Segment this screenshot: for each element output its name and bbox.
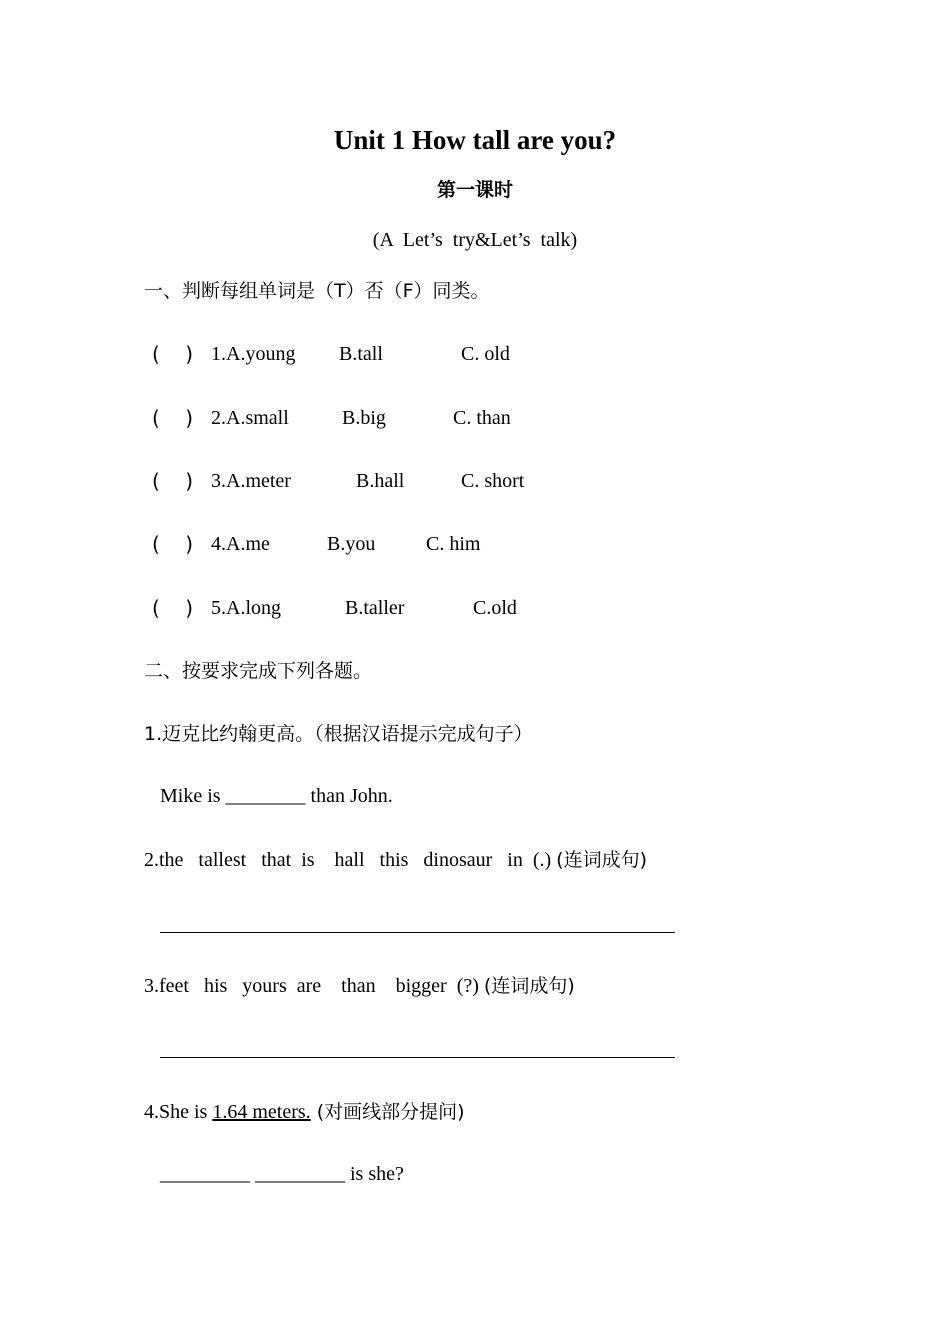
answer-bracket: ( ) <box>152 469 194 493</box>
answer-bracket: ( ) <box>152 532 194 556</box>
option-a: 5.A.long <box>211 597 281 619</box>
question-4-prefix: 4.She is <box>144 1101 213 1123</box>
option-b: B.big <box>342 407 386 429</box>
lesson-subtitle: 第一课时 <box>436 179 513 201</box>
section1-heading: 一、判断每组单词是（T）否（F）同类。 <box>144 280 490 302</box>
question-3-answer-blank[interactable] <box>160 1057 675 1058</box>
question-2-hint: (连词成句) <box>556 849 647 871</box>
question-4-underlined: 1.64 meters. <box>212 1101 311 1123</box>
lesson-part: (A Let’s try&Let’s talk) <box>372 229 578 251</box>
question-1-prompt: 1.迈克比约翰更高。（根据汉语提示完成句子） <box>144 723 533 745</box>
page-title: Unit 1 How tall are you? <box>333 125 617 155</box>
question-3-hint: (连词成句) <box>483 975 575 997</box>
question-4 <box>144 1098 465 1126</box>
option-c: C.old <box>473 597 517 619</box>
question-3 <box>144 972 575 1000</box>
option-a: 4.A.me <box>211 533 270 555</box>
answer-bracket: ( ) <box>152 342 194 366</box>
option-c: C. him <box>426 533 481 555</box>
option-b: B.taller <box>345 597 405 619</box>
question-4-answer-line: _________ _________ is she? <box>160 1163 404 1185</box>
option-b: B.you <box>327 533 376 555</box>
option-b: B.hall <box>356 470 405 492</box>
question-3-words: 3.feet his yours are than bigger (?) <box>144 975 484 997</box>
option-a: 1.A.young <box>211 343 296 365</box>
question-2-words: 2.the tallest that is hall this dinosaur in (.) <box>144 849 557 871</box>
option-a: 2.A.small <box>211 407 289 429</box>
option-c: C. old <box>461 343 510 365</box>
answer-bracket: ( ) <box>152 596 194 620</box>
option-a: 3.A.meter <box>211 470 291 492</box>
section2-heading: 二、按要求完成下列各题。 <box>144 660 373 682</box>
question-2-answer-blank[interactable] <box>160 932 675 933</box>
answer-bracket: ( ) <box>152 406 194 430</box>
option-b: B.tall <box>339 343 383 365</box>
question-4-hint: (对画线部分提问) <box>310 1101 465 1123</box>
question-1-answer-line: Mike is ________ than John. <box>160 785 393 807</box>
option-c: C. than <box>453 407 511 429</box>
question-2 <box>144 846 647 874</box>
option-c: C. short <box>461 470 525 492</box>
